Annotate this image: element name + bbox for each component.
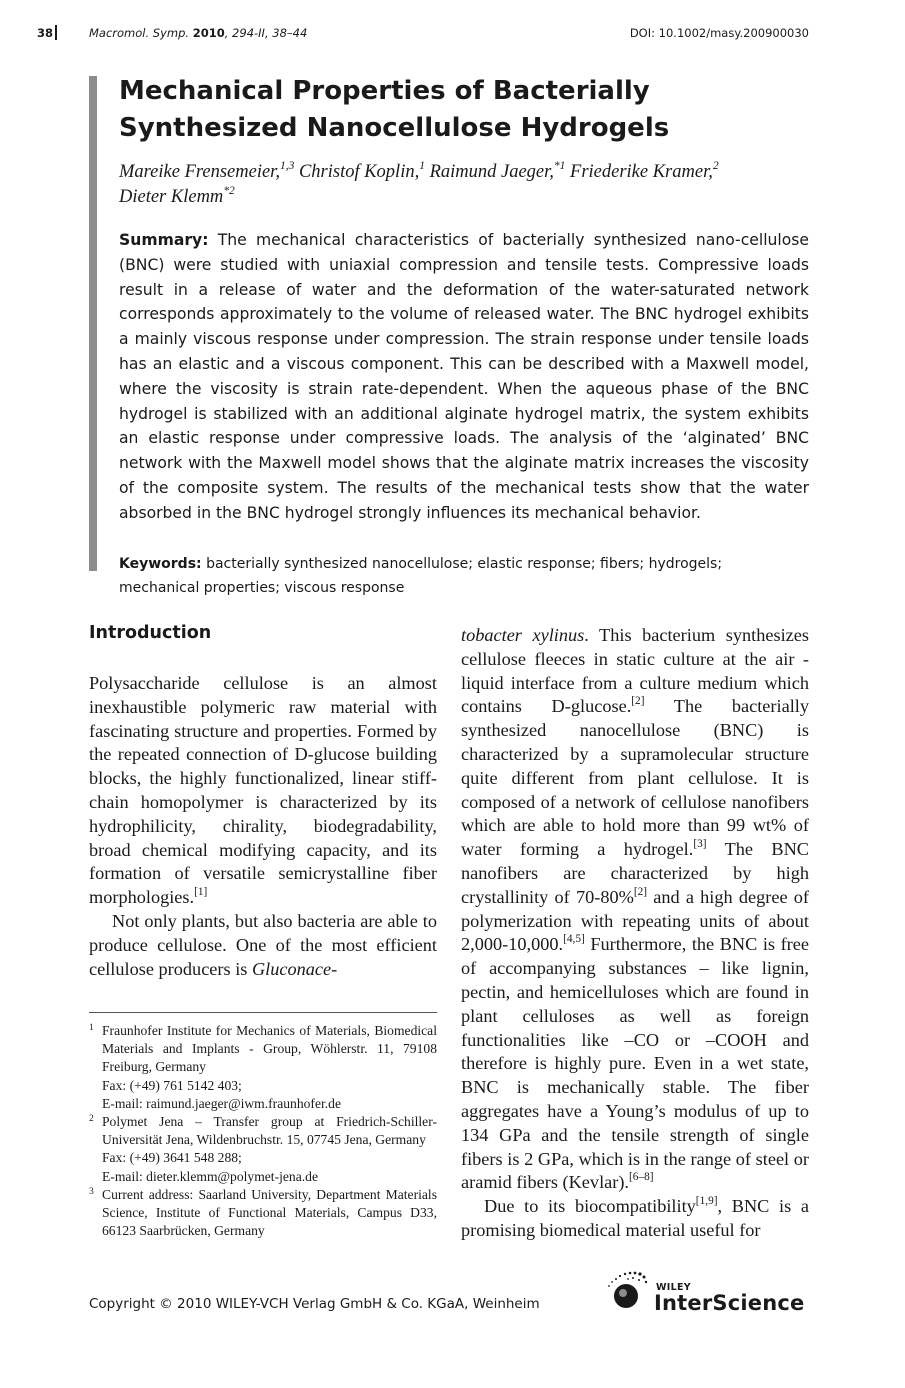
author-list [119,160,809,210]
author: Mareike Frensemeier, [119,162,280,182]
doi: DOI: 10.1002/masy.200900030 [629,26,809,40]
paragraph-text: The BNC nanofibers are characterized by high crystallinity of 70-80% [461,839,809,907]
journal-citation [89,26,307,40]
keywords-text: bacterially synthesized nanocellulose; elastic response; fibers; hydrogels; mechanical properties; viscous response [119,556,723,596]
wiley-interscience-logo [604,1268,814,1318]
author: Christof Koplin, [298,162,420,182]
copyright-notice: Copyright © 2010 WILEY-VCH Verlag GmbH & Co. KGaA, Weinheim [89,1296,540,1312]
paragraph-text: Polysaccharide cellulose is an almost inexhaustible polymeric raw material with fascinating structure and properties. Formed by the repeated connection of D-glucose building blocks, the highly functionalized, linear stiff-chain homopolymer is characterized by its hydrophilicity, chirality, biodegradability, broad chemical modifying capacity, and its formation of versatile semicrystalline fiber morphologies. [89,673,437,908]
abstract-side-bar [89,76,97,571]
logo-interscience-text: InterScience [654,1291,805,1315]
body-column-right [461,624,809,1243]
citation-ref: [2] [633,885,648,898]
summary-label: Summary: [119,231,209,249]
author-affiliation: 1 [419,159,425,172]
footnote-3 [89,1186,437,1241]
author: Dieter Klemm [119,187,224,207]
footnote-affiliation: Polymet Jena – Transfer group at Friedrich-Schiller-Universität Jena, Wildenbruchstr. 15, 07745 Jena, Germany [102,1114,437,1148]
footnote-fax: Fax: (+49) 3641 548 288; [102,1150,242,1166]
page-number: 38 [37,26,54,40]
footnote-1 [89,1022,437,1113]
paragraph [461,624,809,1195]
footnote-number: 1 [89,1023,94,1033]
summary-text: The mechanical characteristics of bacterially synthesized nano-cellulose (BNC) were studied with uniaxial compression and tensile tests. Compressive loads result in a release of water and the deformation of the water-saturated network corresponds approximately to the volume of released water. The BNC hydrogel exhibits a mainly viscous response under compression. The strain response under tensile loads has an elastic and a viscous component. This can be described with a Maxwell model, where the viscosity is strain rate-dependent. When the aqueous phase of the BNC hydrogel is stabilized with an additional alginate hydrogel matrix, the system exhibits an elastic response under compressive loads. The analysis of the ‘alginated’ BNC network with the Maxwell model shows that the alginate matrix increases the viscosity of the composite system. The results of the mechanical tests show that the water absorbed in the BNC hydrogel strongly influences its mechanical behavior. [119,231,809,522]
abstract-summary [119,228,809,526]
citation-ref: [1] [194,886,208,899]
paragraph [461,1195,809,1243]
footnote-affiliation: Current address: Saarland University, Department Materials Science, Institute of Functional Materials, Campus D33, 66123 Saarbrücken, Germany [102,1186,437,1239]
species-name: Gluconace- [251,958,338,979]
journal-year: 2010 [192,26,225,40]
running-header [0,26,905,44]
paragraph-text: Furthermore, the BNC is free of accompanying substances – like lignin, pectin, and hemicelluloses which are found in plant celluloses as well as foreign functionalities like –CO or –COOH and therefore is highly pure. Even in a wet state, BNC is mechanically stable. The fiber aggregates have a Young’s modulus of up to 134 GPa and the tensile strength of single fibers is 2 GPa, which is in the range of steel or aramid fibers (Kevlar). [461,934,809,1193]
paragraph-text: Not only plants, but also bacteria are able to produce cellulose. One of the most efficient cellulose producers is [89,910,437,979]
interscience-globe-icon [604,1268,654,1318]
footnote-number: 2 [89,1114,94,1125]
citation-ref: [1,9] [695,1195,718,1208]
journal-volume: , 294-II, 38–44 [224,26,308,40]
species-name: tobacter xylinus [461,625,585,645]
footnote-fax: Fax: (+49) 761 5142 403; [102,1077,242,1093]
author-affiliation: 2 [712,159,719,172]
footnotes [89,1022,437,1240]
journal-name: Macromol. Symp. [89,26,190,40]
body-column-left [89,672,437,981]
article-title: Mechanical Properties of Bacterially Synthesized Nanocellulose Hydrogels [119,76,670,143]
author-affiliation: *2 [223,184,235,197]
footnote-affiliation: Fraunhofer Institute for Mechanics of Materials, Biomedical Materials and Implants - Group, Wöhlerstr. 11, 79108 Freiburg, Germany [102,1023,437,1075]
footnote-rule [89,1012,437,1013]
footnote-email: E-mail: raimund.jaeger@iwm.fraunhofer.de [102,1095,341,1111]
footnote-email: E-mail: dieter.klemm@polymet-jena.de [102,1168,318,1184]
paragraph-text: . This bacterium synthesizes cellulose fleeces in static culture at the air - liquid interface from a culture medium which contains D-glucose. [461,625,810,717]
citation-ref: [6–8] [629,1171,654,1184]
paragraph [89,910,437,981]
keywords [119,552,779,600]
author-affiliation: 1,3 [279,159,295,172]
paragraph-text: The bacterially synthesized nanocellulose (BNC) is characterized by a supramolecular structure quite different from plant cellulose. It is composed of a network of cellulose nanofibers which are able to hold more than 99 wt% of water forming a hydrogel. [461,696,809,860]
footnote-2 [89,1113,437,1186]
citation-ref: [4,5] [563,933,585,946]
citation-ref: [2] [631,695,645,708]
author: Friederike Kramer, [570,162,713,182]
paragraph [89,672,437,910]
paragraph-text: , BNC is a promising biomedical material useful for [461,1196,809,1240]
footnote-number: 3 [89,1186,94,1197]
paragraph-text: Due to its biocompatibility [484,1196,696,1217]
page-number-divider [55,25,57,40]
paragraph-text: and a high degree of polymerization with repeating units of about 2,000-10,000. [461,886,810,955]
section-heading-introduction: Introduction [89,623,212,643]
keywords-label: Keywords: [119,556,202,572]
logo-wiley-text: WILEY [656,1282,691,1293]
author: Raimund Jaeger, [429,162,554,182]
author-affiliation: *1 [553,159,566,172]
citation-ref: [3] [693,838,707,851]
